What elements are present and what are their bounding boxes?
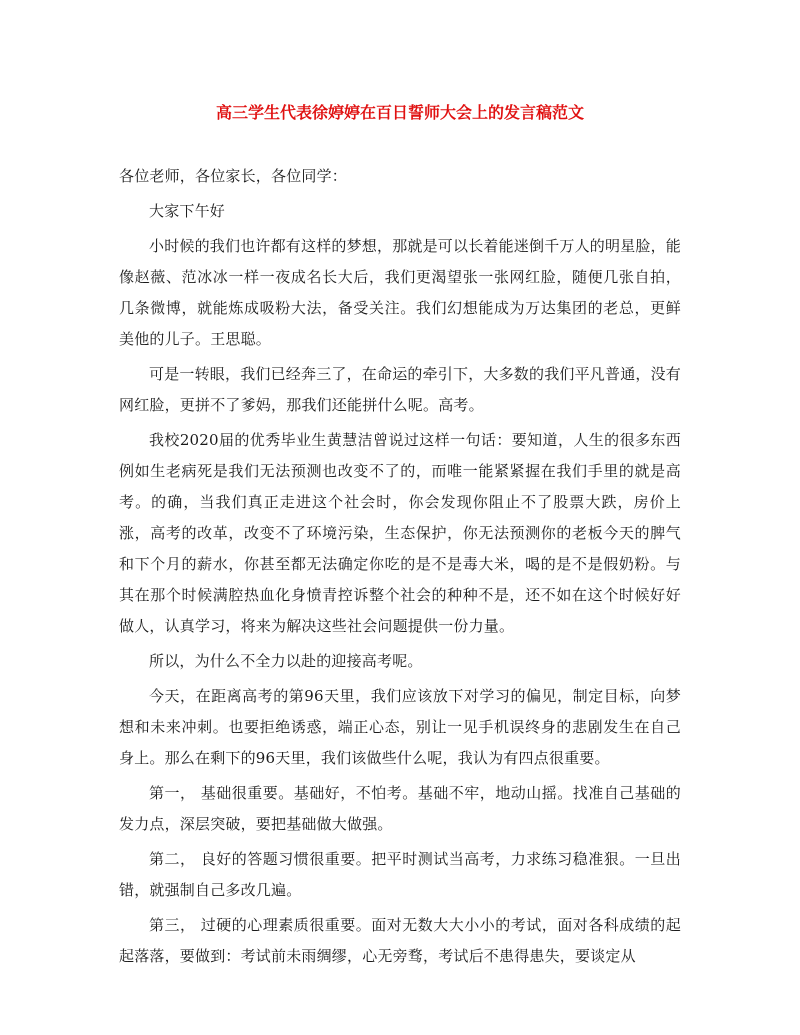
paragraph-childhood-dreams: 小时候的我们也许都有这样的梦想，那就是可以长着能迷倒千万人的明星脸，能像赵薇、范冰冰一样一夜成名长大后，我们更渴望张一张网红脸，随便几张自拍，几条微博，就能炼成吸粉大法，备受关注。我们幻想能成为万达集团的老总，更鲜美他的儿子。王思聪。 bbox=[119, 237, 682, 348]
salutation: 各位老师，各位家长，各位同学： bbox=[119, 167, 348, 185]
paragraph-why-not: 所以，为什么不全力以赴的迎接高考呢。 bbox=[149, 652, 423, 670]
paragraph-point-three: 第三， 过硬的心理素质很重要。面对无数大大小小的考试，面对各科成绩的起起落落，要做到：考试前未雨绸缪，心无旁骛，考试后不患得患失，要谈定从 bbox=[119, 916, 681, 965]
paragraph-point-one: 第一， 基础很重要。基础好，不怕考。基础不牢，地动山摇。找准自己基础的发力点，深层突破，要把基础做大做强。 bbox=[119, 784, 681, 833]
paragraph-alumni-quote: 我校2020届的优秀毕业生黄慧洁曾说过这样一句话：要知道，人生的很多东西例如生老病死是我们无法预测也改变不了的，而唯一能紧紧握在我们手里的就是高考。的确，当我们真正走进这个社会时，你会发现你阻止不了股票大跌，房价上涨，高考的改革，改变不了环境污染，生态保护，你无法预测你的老板今天的脾气和下个月的薪水，你甚至都无法确定你吃的是不是毒大米，喝的是不是假奶粉。与其在那个时候满腔热血化身愤青控诉整个社会的种种不是，还不如在这个时候好好做人，认真学习，将来为解决这些社会问题提供一份力量。 bbox=[119, 431, 681, 635]
paragraph-point-two: 第二， 良好的答题习惯很重要。把平时测试当高考，力求练习稳准狠。一旦出错，就强制自己多改几遍。 bbox=[119, 850, 681, 899]
paragraph-96-days: 今天，在距离高考的第96天里，我们应该放下对学习的偏见，制定目标，向梦想和未来冲刺。也要拒绝诱惑，端正心态，别让一见手机误终身的悲剧发生在自己身上。那么在剩下的96天里，我们该做些什么呢，我认为有四点很重要。 bbox=[119, 687, 681, 767]
paragraph-reality: 可是一转眼，我们已经奔三了，在命运的牵引下，大多数的我们平凡普通，没有网红脸，更拼不了爹妈，那我们还能拼什么呢。高考。 bbox=[119, 365, 682, 414]
paragraph-greeting: 大家下午好 bbox=[149, 202, 226, 220]
document-title: 高三学生代表徐婷婷在百日誓师大会上的发言稿范文 bbox=[215, 103, 584, 122]
document-body bbox=[119, 161, 681, 972]
